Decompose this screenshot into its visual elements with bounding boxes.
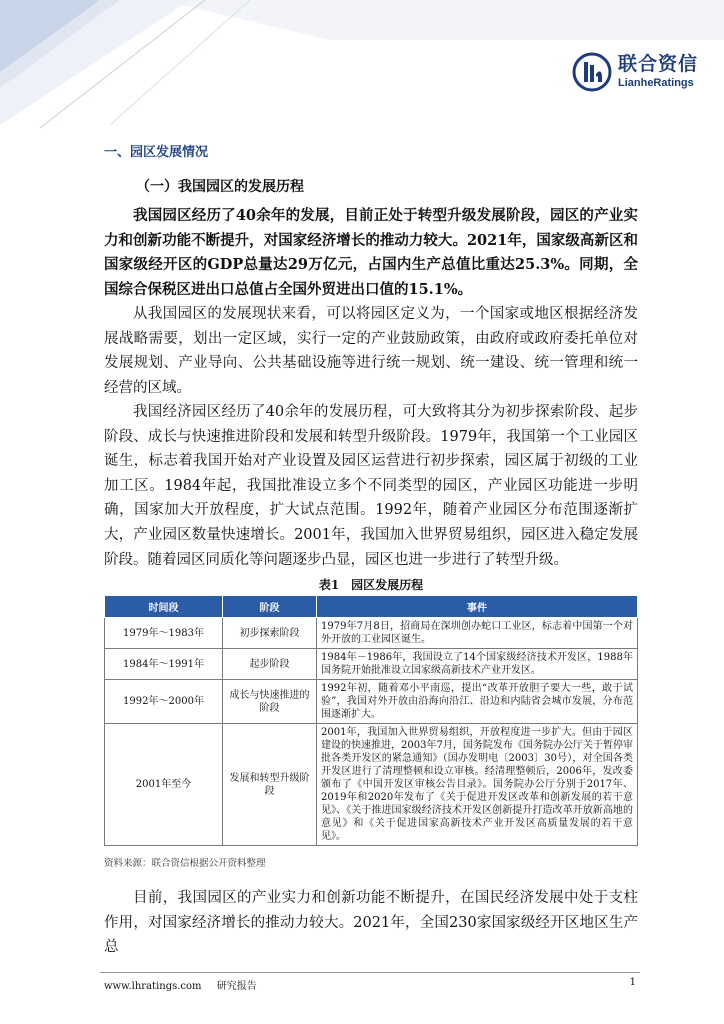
- cell-event: 1979年7月8日，招商局在深圳创办蛇口工业区，标志着中国第一个对外开放的工业园区诞生。: [317, 618, 638, 649]
- footer-divider: [100, 972, 640, 973]
- cell-event: 2001年，我国加入世界贸易组织，开放程度进一步扩大。但由于园区建设的快速推进，2003年7月，国务院发布《国务院办公厅关于暂停审批各类开发区的紧急通知》（国办发明电〔2003〕30号），对全国各类开发区进行了清理整顿和设立审核。经清理整顿后，2006年，发改委颁布了《中国开发区审核公告目录》。国务院办公厅分别于2017年、2019年和2020年发布了《关于促进开发区改革和创新发展的若干意见》、《关于推进国家级经济技术开发区创新提升打造改革开放新高地的意见》和《关于促进国家高新技术产业开发区高质量发展的若干意见》。: [317, 724, 638, 846]
- brand-name-en: LianheRatings: [617, 77, 694, 89]
- table-caption: 表1 园区发展历程: [318, 578, 424, 592]
- footer-info: [104, 977, 269, 992]
- development-history-table: [104, 595, 638, 846]
- table-header-row: [105, 596, 638, 618]
- cell-event: 1992年初，随着邓小平南巡，提出“改革开放胆子要大一些，敢于试验”，我国对外开放由沿海向沿江、沿边和内陆省会城市发展，分布范围逐渐扩大。: [317, 680, 638, 724]
- lianhe-logo-icon: [572, 52, 612, 92]
- cell-event: 1984年－1986年，我国设立了14个国家级经济技术开发区，1988年国务院开始批准设立国家级高新技术产业开发区。: [317, 649, 638, 680]
- col-header-stage: 阶段: [223, 596, 317, 618]
- brand-logo: [572, 52, 698, 92]
- cell-stage: 起步阶段: [223, 649, 317, 680]
- paragraph-current-status: 目前，我国园区的产业实力和创新功能不断提升，在国民经济发展中处于支柱作用，对国家经济增长的推动力较大。2021年，全国230家国家级经开区地区生产总: [104, 890, 638, 956]
- cell-stage: 成长与快速推进的阶段: [223, 680, 317, 724]
- paragraph-definition: 从我国园区的发展现状来看，可以将园区定义为，一个国家或地区根据经济发展战略需要，划出一定区域，实行一定的产业鼓励政策，由政府或政府委托单位对发展规划、产业导向、公共基础设施等进行统一规划、统一建设、统一管理和统一经营的区域。: [104, 306, 638, 396]
- col-header-event: 事件: [317, 596, 638, 618]
- cell-period: 1984年～1991年: [105, 649, 223, 680]
- cell-stage: 发展和转型升级阶段: [223, 724, 317, 846]
- brand-name-cn: 联合资信: [617, 53, 698, 75]
- cell-period: 2001年至今: [105, 724, 223, 846]
- footer-website-link[interactable]: www.lhratings.com: [104, 981, 202, 992]
- subsection-heading: （一）我国园区的发展历程: [136, 179, 304, 195]
- table-row: [105, 724, 638, 846]
- table-row: [105, 618, 638, 649]
- table-source-note: 资料来源：联合资信根据公开资料整理: [104, 858, 266, 869]
- col-header-period: 时间段: [105, 596, 223, 618]
- cell-period: 1979年～1983年: [105, 618, 223, 649]
- cell-stage: 初步探索阶段: [223, 618, 317, 649]
- table-row: [105, 649, 638, 680]
- page-number: 1: [629, 977, 636, 988]
- footer-report-type: 研究报告: [216, 981, 257, 992]
- paragraph-history: 我国经济园区经历了40余年的发展历程，可大致将其分为初步探索阶段、起步阶段、成长与快速推进阶段和发展和转型升级阶段。1979年，我国第一个工业园区诞生，标志着我国开始对产业设置及园区运营进行初步探索，园区属于初级的工业加工区。1984年起，我国批准设立多个不同类型的园区，产业园区功能进一步明确，国家加大开放程度，扩大试点范围。1992年，随着产业园区分布范围逐渐扩大，产业园区数量快速增长。2001年，我国加入世界贸易组织，园区进入稳定发展阶段。随着园区同质化等问题逐步凸显，园区也进一步进行了转型升级。: [104, 404, 638, 568]
- paragraph-summary: 我国园区经历了40余年的发展，目前正处于转型升级发展阶段，园区的产业实力和创新功能不断提升，对国家经济增长的推动力较大。2021年，国家级高新区和国家级经开区的GDP总量达29万亿元，占国内生产总值比重达25.3%。同期，全国综合保税区进出口总值占全国外贸进出口值的15.1%。: [104, 207, 638, 298]
- cell-period: 1992年～2000年: [105, 680, 223, 724]
- section-heading: 一、园区发展情况: [104, 145, 209, 160]
- table-row: [105, 680, 638, 724]
